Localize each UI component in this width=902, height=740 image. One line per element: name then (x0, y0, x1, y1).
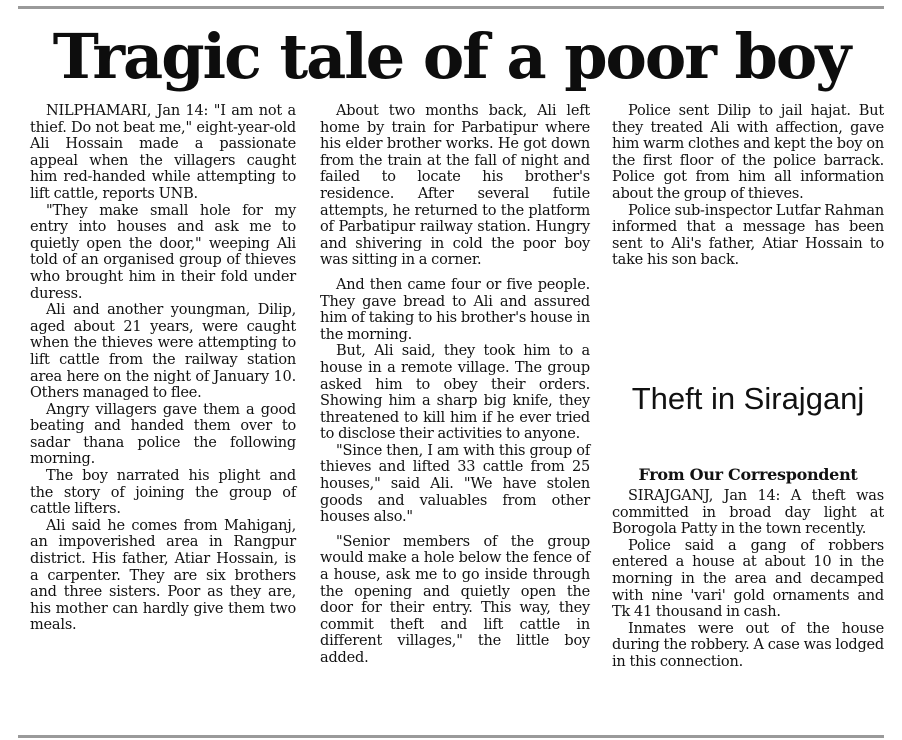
article-paragraph: But, Ali said, they took him to a house in a remote village. The group asked him to obey their orders. Showing him a sharp big knife, they threatened to kill him if he ever tried to disclose their activities to anyone. (320, 343, 590, 443)
bottom-rule (18, 735, 884, 738)
article-paragraph: "Since then, I am with this group of thieves and lifted 33 cattle from 25 houses," said Ali. "We have stolen goods and valuables from other houses also." (320, 442, 590, 526)
article-paragraph: About two months back, Ali left home by train for Parbatipur where his elder brother works. He got down from the train at the fall of night and failed to locate his brother's residence. After several futile attempts, he returned to the platform of Parbatipur railway station. Hungry and shivering in cold the poor boy was sitting in a corner. (320, 103, 590, 269)
article-paragraph: "Senior members of the group would make a hole below the fence of a house, ask me to go inside through the opening and quietly open the door for their entry. This way, they commit theft and lift cattle in different villages," the little boy added. (320, 533, 590, 666)
article-column-1 (30, 103, 296, 634)
sidebar-story-paragraph: Inmates were out of the house during the robbery. A case was lodged in this connection. (612, 620, 884, 670)
article-paragraph: The boy narrated his plight and the story of joining the group of cattle lifters. (30, 468, 296, 518)
article-paragraph: Police sub-inspector Lutfar Rahman informed that a message has been sent to Ali's father, Atiar Hossain to take his son back. (612, 202, 884, 269)
article-paragraph: Ali and another youngman, Dilip, aged about 21 years, were caught when the thieves were attempting to lift cattle from the railway station area here on the night of January 10. Others managed to flee. (30, 302, 296, 402)
sidebar-story-byline: From Our Correspondent (638, 465, 858, 484)
article-column-2 (320, 103, 590, 667)
article-paragraph: "They make small hole for my entry into houses and ask me to quietly open the door," weeping Ali told of an organised group of thieves who brought him in their fold under duress. (30, 202, 296, 302)
article-paragraph: Ali said he comes from Mahiganj, an impoverished area in Rangpur district. His father, Atiar Hossain, is a carpenter. They are six brothers and three sisters. Poor as they are, his mother can hardly give them two meals. (30, 517, 296, 634)
sidebar-story-body (612, 488, 884, 671)
article-column-3 (612, 103, 884, 269)
sidebar-story-paragraph: Police said a gang of robbers entered a house at about 10 in the morning in the area and decamped with nine 'vari' gold ornaments and Tk 41 thousand in cash. (612, 537, 884, 621)
article-paragraph: And then came four or five people. They gave bread to Ali and assured him of taking to his brother's house in the morning. (320, 276, 590, 343)
article-paragraph: Angry villagers gave them a good beating and handed them over to sadar thana police the following morning. (30, 401, 296, 468)
article-paragraph: Police sent Dilip to jail hajat. But they treated Ali with affection, gave him warm clothes and kept the boy on the first floor of the police barrack. Police got from him all information about the group of thieves. (612, 103, 884, 202)
sidebar-story-headline: Theft in Sirajganj (631, 381, 865, 416)
article-paragraph: NILPHAMARI, Jan 14: "I am not a thief. Do not beat me," eight-year-old Ali Hossain made a passionate appeal when the villagers caught him red-handed while attempting to lift cattle, reports UNB. (30, 103, 296, 202)
top-rule (18, 6, 884, 9)
sidebar-story-paragraph: SIRAJGANJ, Jan 14: A theft was committed in broad day light at Borogola Patty in the town recently. (612, 488, 884, 538)
article-headline: Tragic tale of a poor boy (52, 20, 850, 93)
